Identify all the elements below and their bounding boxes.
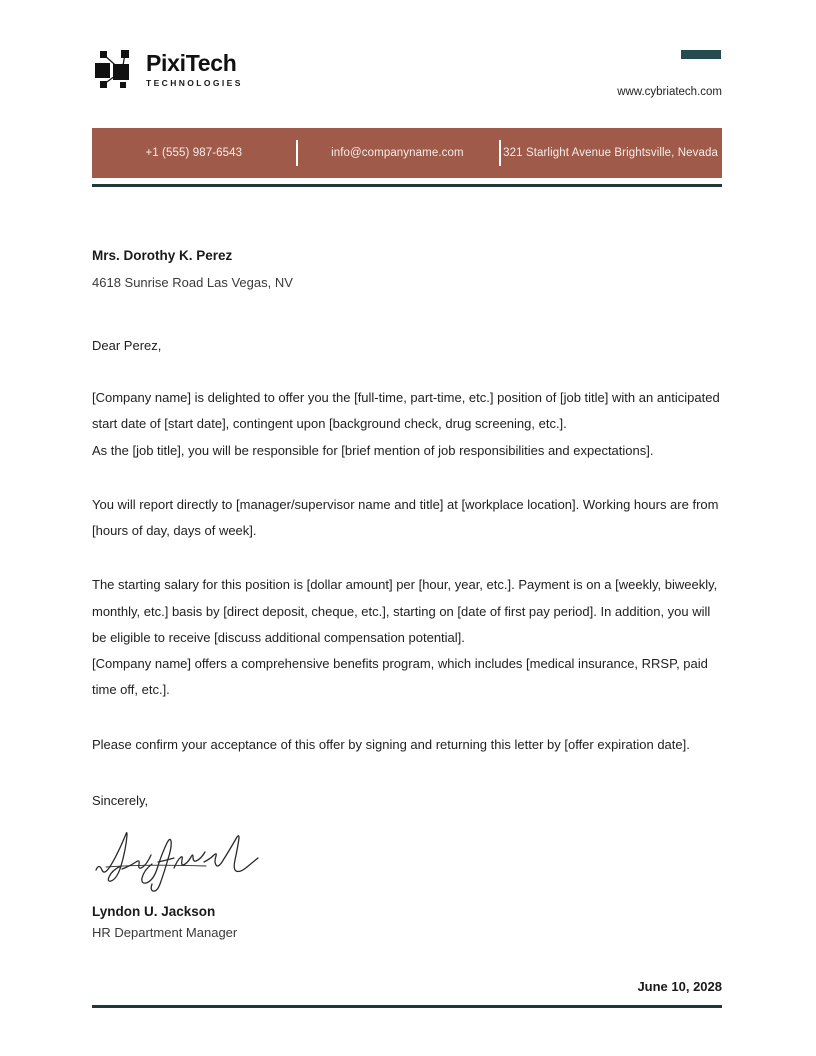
signature-area <box>92 822 724 894</box>
recipient-name: Mrs. Dorothy K. Perez <box>92 248 233 263</box>
contact-email[interactable]: info@companyname.com <box>296 147 500 159</box>
signer-title: HR Department Manager <box>92 925 238 941</box>
company-logo <box>92 46 243 92</box>
letter-date: June 10, 2028 <box>637 979 722 994</box>
header-divider-rule <box>92 184 722 187</box>
brand-tagline: TECHNOLOGIES <box>146 78 243 89</box>
letterhead-header <box>92 46 722 108</box>
body-paragraph-3b: [Company name] offers a comprehensive benefits program, which includes [medical insurance, RRSP, paid time off, etc.]. <box>92 656 708 698</box>
body-paragraph-4: Please confirm your acceptance of this offer by signing and returning this letter by [offer expiration date]. <box>92 736 690 752</box>
body-paragraph-1b: As the [job title], you will be responsible for [brief mention of job responsibilities and expectations]. <box>92 442 654 458</box>
brand-wordmark <box>146 51 243 88</box>
contact-bar <box>92 128 722 178</box>
contact-address: 321 Starlight Avenue Brightsville, Nevada <box>499 147 722 159</box>
company-website[interactable]: www.cybriatech.com <box>617 86 722 98</box>
network-nodes-logo-icon <box>92 46 138 92</box>
teal-accent-chip <box>681 50 721 59</box>
body-paragraph-1: [Company name] is delighted to offer you the [full-time, part-time, etc.] position of [job title] with an anticipated start date of [start date], contingent upon [background check, drug screening, etc.]. <box>92 390 720 432</box>
contact-phone[interactable]: +1 (555) 987-6543 <box>145 147 243 159</box>
salutation: Dear Perez, <box>92 338 162 354</box>
brand-name: PixiTech <box>146 49 237 76</box>
handwritten-signature <box>92 822 282 894</box>
closing-line: Sincerely, <box>92 792 149 808</box>
letter-body <box>92 246 724 943</box>
signer-name: Lyndon U. Jackson <box>92 903 216 919</box>
header-right-block <box>462 46 722 98</box>
footer-divider-rule <box>92 1005 722 1008</box>
body-paragraph-3: The starting salary for this position is [dollar amount] per [hour, year, etc.]. Payment is on a [weekly, biweekly, monthly, etc.] basis by [direct deposit, cheque, etc.], starting on [date of first pay period]. In addition, you will be eligible to receive [discuss additional compensation potential]. <box>92 577 718 645</box>
recipient-address: 4618 Sunrise Road Las Vegas, NV <box>92 275 293 291</box>
body-paragraph-2: You will report directly to [manager/supervisor name and title] at [workplace location]. Working hours are from [hours of day, days of week]. <box>92 496 719 539</box>
